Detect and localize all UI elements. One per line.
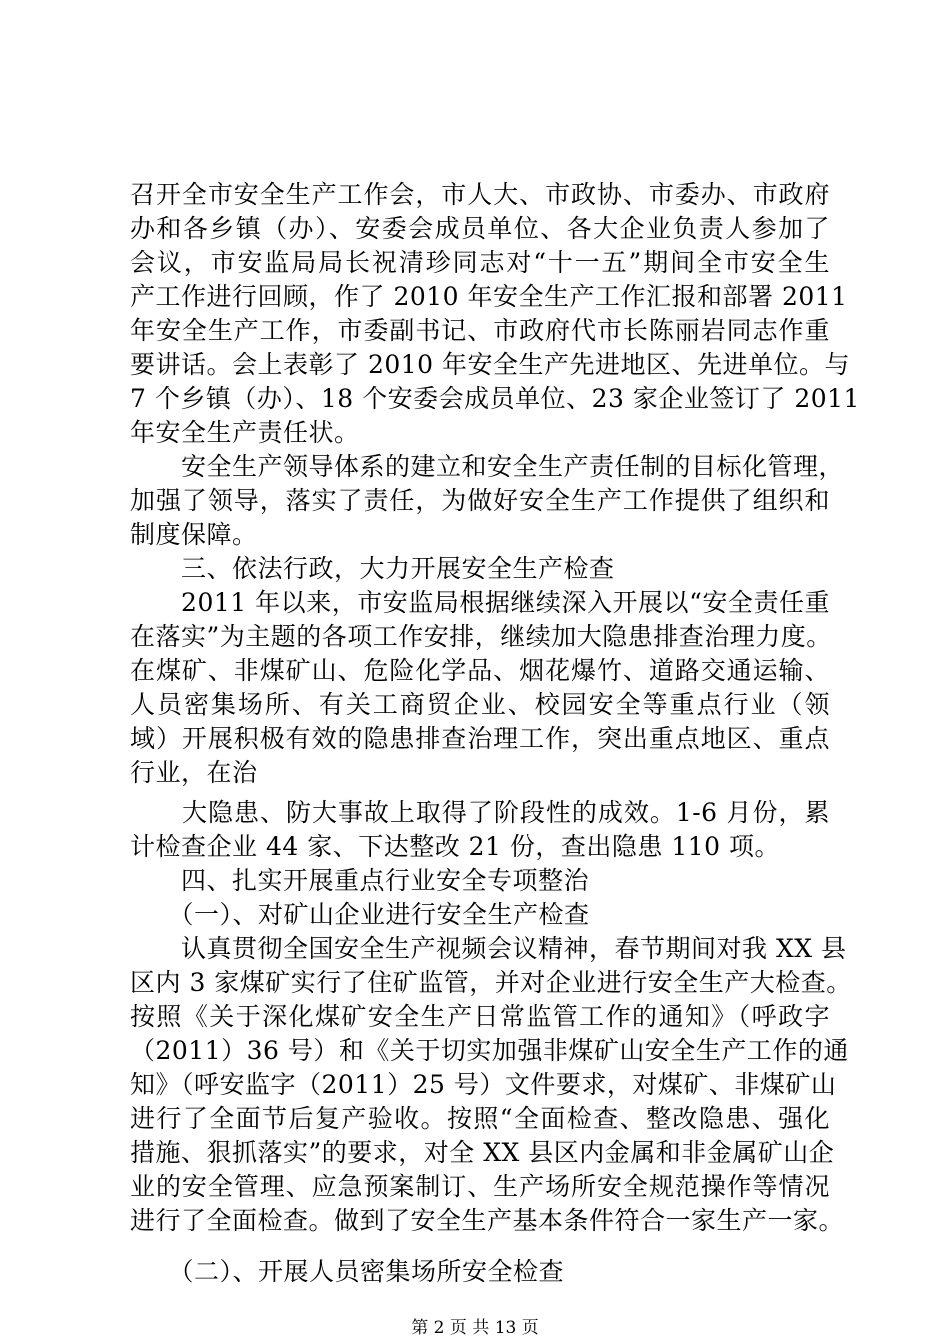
text-line: 安全生产领导体系的建立和安全生产责任制的目标化管理， bbox=[130, 452, 845, 481]
text-line: 要讲话。会上表彰了 2010 年安全生产先进地区、先进单位。与 bbox=[130, 350, 851, 379]
text-line: 三、依法行政，大力开展安全生产检查 bbox=[130, 554, 615, 583]
text-line: （二）、开展人员密集场所安全检查 bbox=[130, 1257, 565, 1286]
text-line: 加强了领导，落实了责任，为做好安全生产工作提供了组织和 bbox=[130, 486, 830, 515]
text-line: 制度保障。 bbox=[130, 520, 258, 549]
text-line: 区内 3 家煤矿实行了住矿监管，并对企业进行安全生产大检查。 bbox=[130, 968, 852, 997]
text-line: 认真贯彻全国安全生产视频会议精神，春节期间对我 XX 县 bbox=[130, 934, 847, 963]
text-line: 产工作进行回顾，作了 2010 年安全生产工作汇报和部署 2011 bbox=[130, 282, 848, 311]
text-line: 知》（呼安监字（2011）25 号）文件要求，对煤矿、非煤矿山 bbox=[130, 1070, 837, 1099]
text-line: （一）、对矿山企业进行安全生产检查 bbox=[130, 900, 590, 929]
text-line: 2011 年以来，市安监局根据继续深入开展以“安全责任重 bbox=[130, 588, 830, 617]
page-footer: 第 2 页 共 13 页 bbox=[411, 1318, 539, 1338]
text-line: 会议，市安监局局长祝清珍同志对“十一五”期间全市安全生 bbox=[130, 248, 830, 277]
text-line: 在落实”为主题的各项工作安排，继续加大隐患排查治理力度。 bbox=[130, 622, 832, 651]
text-line: 域）开展积极有效的隐患排查治理工作，突出重点地区、重点 bbox=[130, 724, 830, 753]
text-line: 按照《关于深化煤矿安全生产日常监管工作的通知》（呼政字 bbox=[130, 1002, 830, 1031]
text-line: 四、扎实开展重点行业安全专项整治 bbox=[130, 866, 590, 895]
text-line: 7 个乡镇（办）、18 个安委会成员单位、23 家企业签订了 2011 bbox=[130, 384, 860, 413]
text-line: （2011）36 号）和《关于切实加强非煤矿山安全生产工作的通 bbox=[130, 1036, 849, 1065]
text-line: 进行了全面节后复产验收。按照“全面检查、整改隐患、强化 bbox=[130, 1104, 830, 1133]
text-line: 大隐患、防大事故上取得了阶段性的成效。1-6 月份，累 bbox=[130, 798, 830, 827]
text-line: 业的安全管理、应急预案制订、生产场所安全规范操作等情况 bbox=[130, 1172, 830, 1201]
text-line: 在煤矿、非煤矿山、危险化学品、烟花爆竹、道路交通运输、 bbox=[130, 656, 830, 685]
text-line: 进行了全面检查。做到了安全生产基本条件符合一家生产一家。 bbox=[130, 1206, 845, 1235]
text-line: 行业，在治 bbox=[130, 758, 258, 787]
text-line: 计检查企业 44 家、下达整改 21 份，查出隐患 110 项。 bbox=[130, 832, 781, 861]
text-line: 召开全市安全生产工作会，市人大、市政协、市委办、市政府 bbox=[130, 180, 830, 209]
text-line: 年安全生产责任状。 bbox=[130, 418, 360, 447]
text-line: 人员密集场所、有关工商贸企业、校园安全等重点行业（领 bbox=[130, 690, 830, 719]
text-line: 年安全生产工作，市委副书记、市政府代市长陈丽岩同志作重 bbox=[130, 316, 830, 345]
text-line: 办和各乡镇（办）、安委会成员单位、各大企业负责人参加了 bbox=[130, 214, 830, 243]
text-line: 措施、狠抓落实”的要求，对全 XX 县区内金属和非金属矿山企 bbox=[130, 1138, 835, 1167]
